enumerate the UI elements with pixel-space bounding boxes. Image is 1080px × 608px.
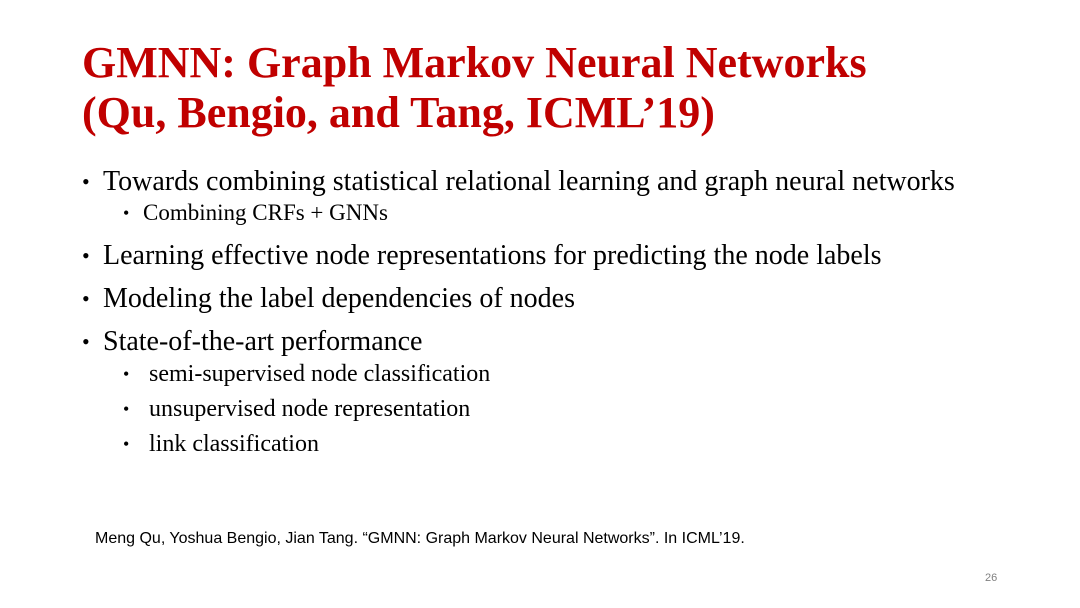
bullet-dot: • xyxy=(82,243,90,268)
bullet-list xyxy=(82,166,1042,464)
sub-bullet-item xyxy=(82,429,1042,459)
bullet-dot: • xyxy=(123,364,130,384)
bullet-dot: • xyxy=(123,434,130,454)
sub-bullet-item xyxy=(82,199,1042,227)
bullet-dot: • xyxy=(123,399,130,419)
sub-bullet-text: link classification xyxy=(149,431,319,457)
bullet-dot: • xyxy=(82,169,90,194)
bullet-text: Modeling the label dependencies of nodes xyxy=(103,283,575,314)
bullet-text: State-of-the-art performance xyxy=(103,326,423,357)
sub-bullet-text: semi-supervised node classification xyxy=(149,361,491,387)
slide-title xyxy=(82,38,1042,138)
sub-bullet-text: Combining CRFs + GNNs xyxy=(143,200,388,225)
sub-bullet-text: unsupervised node representation xyxy=(149,396,471,422)
bullet-text: Towards combining statistical relational learning and graph neural networks xyxy=(103,166,955,197)
bullet-dot: • xyxy=(82,286,90,311)
bullet-item xyxy=(82,240,1042,271)
bullet-dot: • xyxy=(82,329,90,354)
bullet-text: Learning effective node representations for predicting the node labels xyxy=(103,240,882,271)
bullet-dot: • xyxy=(123,203,130,223)
sub-bullet-item xyxy=(82,359,1042,389)
title-line: (Qu, Bengio, and Tang, ICML’19) xyxy=(82,88,715,137)
sub-bullet-list xyxy=(82,359,1042,459)
bullet-item xyxy=(82,283,1042,314)
bullet-item xyxy=(82,166,1042,197)
bullet-item xyxy=(82,326,1042,357)
page-number: 26 xyxy=(985,572,998,584)
title-line: GMNN: Graph Markov Neural Networks xyxy=(82,38,867,87)
sub-bullet-item xyxy=(82,394,1042,424)
citation: Meng Qu, Yoshua Bengio, Jian Tang. “GMNN: Graph Markov Neural Networks”. In ICML’19. xyxy=(95,530,745,547)
